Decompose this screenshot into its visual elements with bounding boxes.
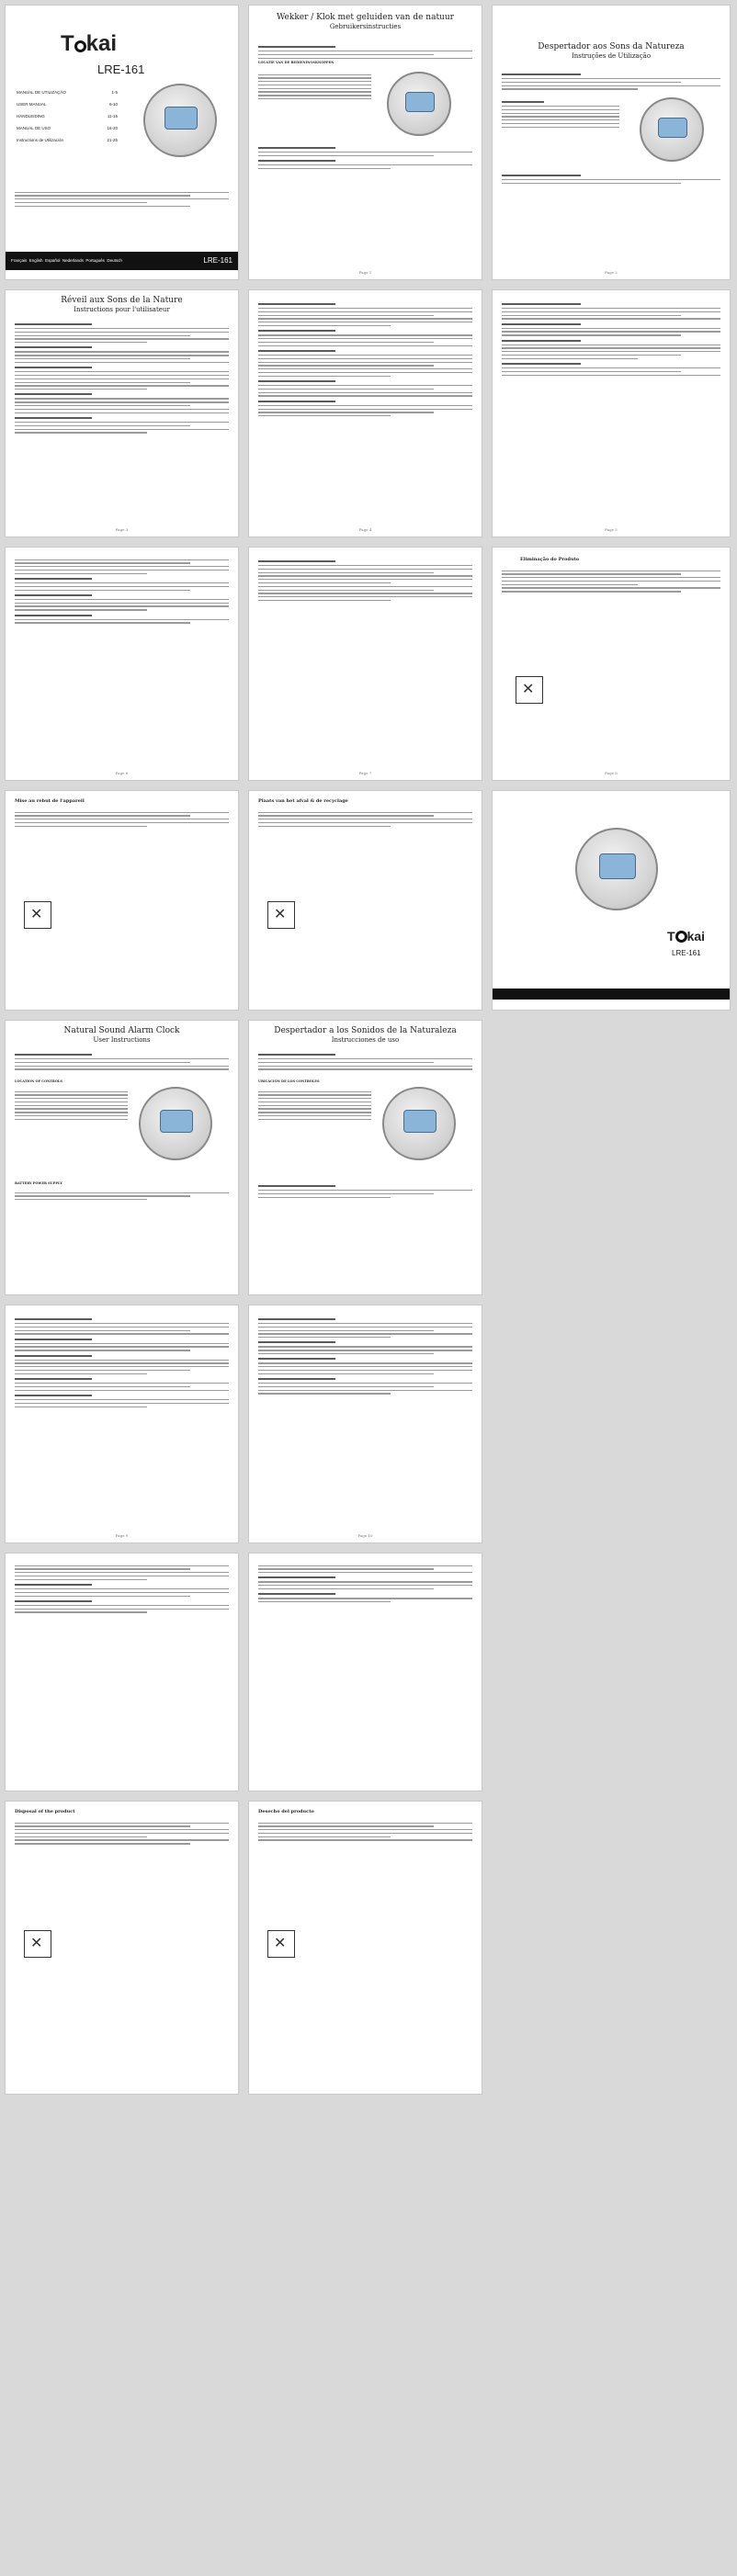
product-diagram [139,1087,212,1160]
manual-page-es-2 [248,1305,482,1543]
manual-page-nl-2 [248,289,482,537]
manual-page-pt-2 [492,289,731,537]
language-label: Español [45,258,61,263]
manual-page-nl-4 [248,790,482,1011]
body-text [258,557,472,604]
body-text [15,1190,229,1203]
manual-page-es-4 [248,1801,482,2095]
page-title: Réveil aux Sons de la Nature Instructions pour l'utilisateur [61,296,183,313]
product-diagram [382,1087,456,1160]
manual-index-row: HANDLEIDING 11-15 [17,114,118,119]
cover-notice-text [15,189,229,209]
page-number: Page 7 [358,771,372,775]
manual-index-row: MANUAL DE UTILIZAÇÃO 1-5 [17,90,118,95]
language-label: English [28,258,43,263]
section-heading: Plaats van het afval & de recyclage [258,798,348,804]
body-text [258,1181,472,1200]
language-label: Nederlands [62,258,84,263]
body-text [502,171,720,186]
body-text [258,42,472,61]
section-heading: LOCATION OF CONTROLS [15,1079,62,1083]
manual-index-row: MANUAL DE USO 16-20 [17,126,118,130]
manual-page-en-1 [5,1020,239,1295]
page-title: Natural Sound Alarm Clock User Instructions [63,1026,180,1044]
section-heading: Eliminação do Produto [520,557,580,562]
body-text [258,1563,472,1605]
model-number: LRE-161 [97,62,145,76]
manual-page-nl [248,5,482,280]
page-number: Page 6 [115,771,129,775]
manual-page-en-3 [5,1553,239,1791]
body-text [15,557,229,626]
section-heading: UBICACIÓN DE LOS CONTROLES [258,1079,320,1083]
controls-list [258,1089,371,1123]
weee-bin-icon [267,1930,295,1958]
body-text [258,1050,472,1072]
manual-index-row: USER MANUAL 6-10 [17,102,118,107]
section-heading: Mise au rebut de l'appareil [15,798,85,804]
weee-bin-icon [24,901,51,929]
page-number: Page 8 [605,771,618,775]
section-heading: BATTERY POWER SUPPLY [15,1181,62,1185]
page-number: Page 3 [115,527,129,532]
body-text [15,320,229,435]
back-cover [492,790,731,1011]
manual-page-en-4 [5,1801,239,2095]
language-label: Français [11,258,28,263]
page-number: Page 1 [358,270,372,275]
manual-index [17,86,118,146]
language-label: Deutsch [107,258,122,263]
weee-bin-icon [267,901,295,929]
weee-bin-icon [516,676,543,704]
body-text [258,143,472,172]
section-heading: Desecho del producto [258,1809,314,1814]
body-text [258,1315,472,1396]
manual-page-pt-3 [492,547,731,781]
body-text [258,299,472,419]
language-label: Português [85,258,105,263]
page-title: Despertador aos Sons da Natureza Instruções de Utilização [538,42,685,60]
controls-list [502,97,619,130]
section-heading: Disposal of the product [15,1809,75,1814]
manual-index-row: Instructions de Utilización 21-25 [17,138,118,142]
brand-logo: T kai [61,31,118,56]
manual-page-nl-3 [248,547,482,781]
controls-list [258,72,371,102]
product-diagram [640,97,704,162]
body-text [15,1563,229,1615]
page-number: Page 4 [358,527,372,532]
page-number: Page 2 [605,270,618,275]
page-number: Page 10 [357,1533,373,1538]
body-text [15,1315,229,1409]
product-diagram [387,72,451,136]
manual-page-pt [492,5,731,280]
body-text [502,70,720,92]
body-text [258,809,472,829]
product-image [575,828,658,910]
body-text [502,299,720,378]
weee-bin-icon [24,1930,51,1958]
body-text [15,1820,229,1847]
body-text [15,1050,229,1072]
manual-page-fr-3 [5,790,239,1011]
manual-page-es-3 [248,1553,482,1791]
controls-list [15,1089,128,1123]
manual-page-en-2 [5,1305,239,1543]
page-number: Page 5 [605,527,618,532]
page-title: Despertador a los Sonidos de la Naturaleza Instrucciones de uso [274,1026,457,1044]
language-bar-model: LRE-161 [203,256,232,265]
model-number: LRE-161 [672,949,701,957]
body-text [502,568,720,594]
manual-page-fr-1 [5,289,239,537]
page-number: Page 9 [115,1533,129,1538]
manual-page-es-1 [248,1020,482,1295]
brand-logo: T kai [667,929,706,943]
footer-bar [493,989,730,1000]
manual-page-fr-2 [5,547,239,781]
language-bar [6,252,238,270]
cover-page [5,5,239,280]
body-text [258,1820,472,1843]
body-text [15,809,229,829]
product-image [143,84,217,157]
section-heading: LOCATIE VAN DE BEDIENINGSKNOPPEN [258,61,334,64]
page-title: Wekker / Klok met geluiden van de natuur Gebruikersinstructies [277,13,454,30]
